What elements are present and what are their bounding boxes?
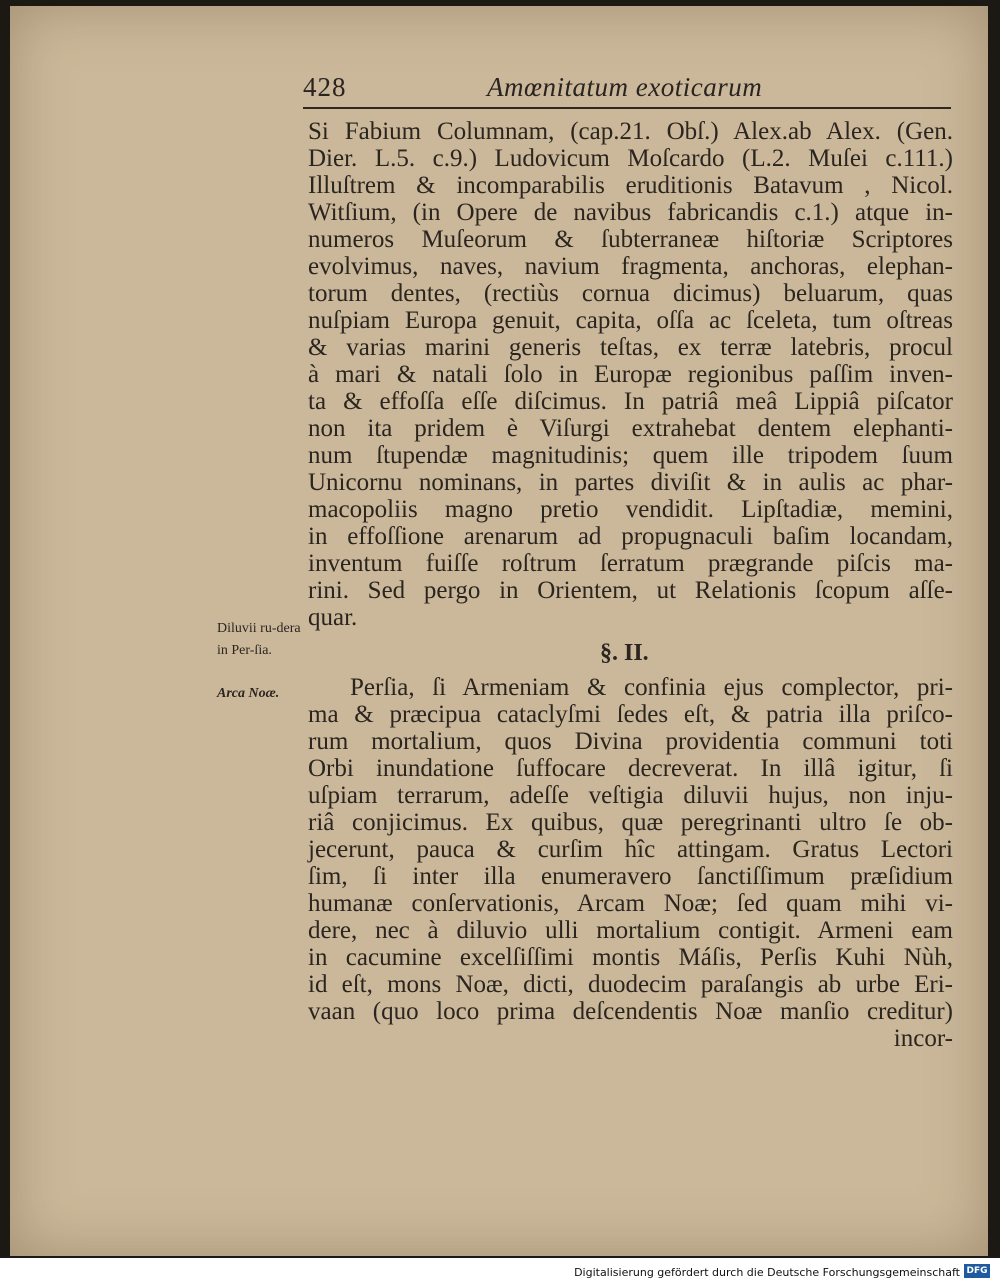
catchword: incor- (893, 1025, 953, 1052)
margin-note-arca: Arca Noæ. (217, 686, 280, 701)
text-line: numeros Muſeorum & ſubterraneæ hiſtoriæ Scriptores (308, 226, 953, 253)
footer-bar (0, 1258, 1000, 1285)
text-line: non ita pridem è Viſurgi extrahebat dentem elephanti- (308, 415, 953, 442)
text-line: in effoſſione arenarum ad propugnaculi baſim locandam, (308, 523, 953, 550)
margin-note-diluvii: Diluvii ru-dera in Per-ſia. (217, 621, 301, 658)
page-number: 428 (303, 72, 347, 102)
digitization-credit: Digitalisierung gefördert durch die Deutsche Forschungsgemeinschaft (574, 1266, 960, 1279)
text-line: in cacumine excelſiſſimi montis Máſis, Perſis Kuhi Nùh, (308, 944, 953, 971)
text-line: evolvimus, naves, navium fragmenta, anchoras, elephan- (308, 253, 953, 280)
text-line: Dier. L.5. c.9.) Ludovicum Moſcardo (L.2. Muſei c.111.) (308, 145, 953, 172)
text-line: macopoliis magno pretio vendidit. Lipſtadiæ, memini, (308, 496, 953, 523)
section-heading: §. II. (600, 640, 649, 666)
header-rule (303, 107, 951, 109)
text-line: Orbi inundatione ſuffocare decreverat. In illâ igitur, ſi (308, 755, 953, 782)
text-line: Si Fabium Columnam, (cap.21. Obſ.) Alex.ab Alex. (Gen. (308, 118, 953, 145)
text-line: riâ conjicimus. Ex quibus, quæ peregrinanti ultro ſe ob- (308, 809, 953, 836)
text-line: ta & effoſſa eſſe diſcimus. In patriâ meâ Lippiâ piſcator (308, 388, 953, 415)
text-line: torum dentes, (rectiùs cornua dicimus) beluarum, quas (308, 280, 953, 307)
running-title: Amœnitatum exoticarum (487, 72, 763, 102)
text-line: ſim, ſi inter illa enumeravero ſanctiſſimum præſidium (308, 863, 953, 890)
text-line: Witſium, (in Opere de navibus fabricandis c.1.) atque in- (308, 199, 953, 226)
text-line: dere, nec à diluvio ulli mortalium contigit. Armeni eam (308, 917, 953, 944)
text-line: Unicornu nominans, in partes diviſit & in aulis ac phar- (308, 469, 953, 496)
text-line: Perſia, ſi Armeniam & confinia ejus complector, pri- (350, 674, 953, 701)
text-line: ma & præcipua cataclyſmi ſedes eſt, & patria illa priſco- (308, 701, 953, 728)
text-line: Illuſtrem & incomparabilis eruditionis Batavum , Nicol. (308, 172, 953, 199)
text-line: vaan (quo loco prima deſcendentis Noæ manſio creditur) (308, 998, 953, 1025)
text-line: nuſpiam Europa genuit, capita, oſſa ac ſceleta, tum oſtreas (308, 307, 953, 334)
text-line: uſpiam terrarum, adeſſe veſtigia diluvii hujus, non inju- (308, 782, 953, 809)
text-line: id eſt, mons Noæ, dicti, duodecim paraſangis ab urbe Eri- (308, 971, 953, 998)
dfg-logo: DFG (964, 1264, 990, 1278)
page-header (303, 72, 953, 106)
text-line: inventum fuiſſe roſtrum ſerratum prægrande piſcis ma- (308, 550, 953, 577)
text-line: à mari & natali ſolo in Europæ regionibus paſſim inven- (308, 361, 953, 388)
text-line: rum mortalium, quos Divina providentia communi toti (308, 728, 953, 755)
text-line: quar. (308, 604, 358, 631)
text-line: rini. Sed pergo in Orientem, ut Relationis ſcopum aſſe- (308, 577, 953, 604)
text-line: jecerunt, pauca & curſim hîc attingam. Gratus Lectori (308, 836, 953, 863)
text-line: & varias marini generis teſtas, ex terræ latebris, procul (308, 334, 953, 361)
text-line: num ſtupendæ magnitudinis; quem ille tripodem ſuum (308, 442, 953, 469)
text-line: humanæ conſervationis, Arcam Noæ; ſed quam mihi vi- (308, 890, 953, 917)
